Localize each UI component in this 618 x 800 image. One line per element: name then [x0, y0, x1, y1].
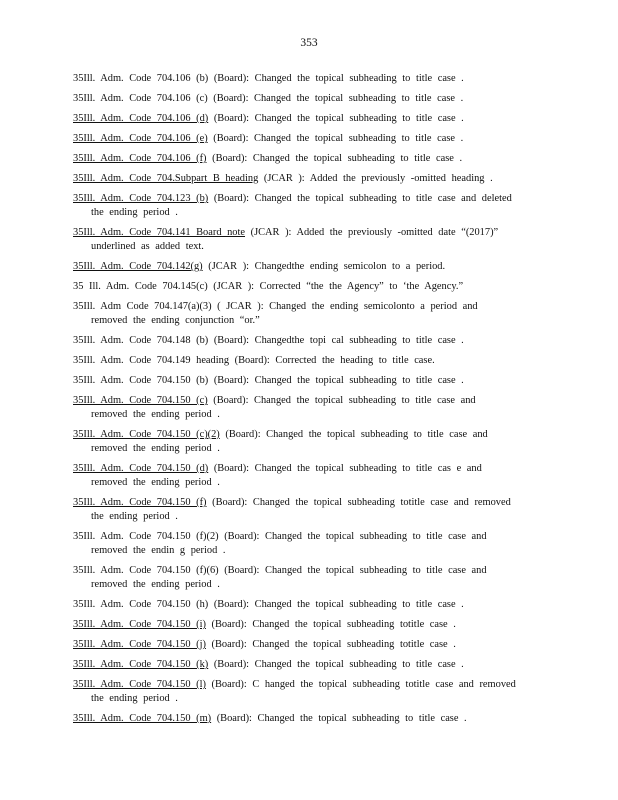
revision-description-continued: removed the ending period .	[91, 579, 220, 590]
revision-description: (Board): Changed the topical subheading totitle case and removed	[206, 497, 511, 508]
revision-description: (Board): Changed the topical subheading to title case .	[208, 73, 464, 84]
citation-reference: 35Ill. Adm. Code 704.150 (b)	[73, 375, 209, 386]
revision-note	[73, 658, 543, 672]
revision-description: (Board): Changed the topical subheading to title case and deleted	[208, 193, 512, 204]
citation-reference: 35Ill. Adm. Code 704.150 (c)(2)	[73, 429, 220, 440]
citation-reference: 35Ill. Adm. Code 704.149 heading	[73, 355, 230, 366]
citation-reference: 35Ill. Adm Code 704.147(a)(3)	[73, 301, 212, 312]
revision-note	[73, 394, 543, 422]
revision-description: (Board): Changed the topical subheading to title case and	[218, 531, 487, 542]
revision-note	[73, 192, 543, 220]
revision-description: (Board): Changed the topical subheading to title case and	[219, 429, 488, 440]
revision-description-continued: removed the ending conjunction “or.”	[91, 315, 260, 326]
citation-reference: 35Ill. Adm. Code 704.150 (f)	[73, 497, 207, 508]
revision-note	[73, 638, 543, 652]
revision-note	[73, 300, 543, 328]
revision-description: (Board): Changed the topical subheading to title case .	[208, 659, 464, 670]
revision-note	[73, 564, 543, 592]
citation-reference: 35Ill. Adm. Code 704.150 (f)(6)	[73, 565, 219, 576]
revision-note	[73, 132, 543, 146]
revision-description-continued: underlined as added text.	[91, 241, 204, 252]
citation-reference: 35Ill. Adm. Code 704.150 (f)(2)	[73, 531, 219, 542]
citation-reference: 35Ill. Adm. Code 704.106 (c)	[73, 93, 208, 104]
revision-note	[73, 374, 543, 388]
revision-description: (Board): Changedthe topi cal subheading to title case .	[208, 335, 464, 346]
citation-reference: 35Ill. Adm. Code 704.150 (m)	[73, 713, 212, 724]
revision-description: (Board): Changed the topical subheading to title cas e and	[208, 463, 482, 474]
revision-description: (Board): Changed the topical subheading totitle case .	[205, 619, 456, 630]
revision-description: (JCAR ): Added the previously -omitted heading .	[258, 173, 493, 184]
citation-reference: 35Ill. Adm. Code 704.106 (f)	[73, 153, 207, 164]
revision-description: (Board): Changed the topical subheading to title case .	[206, 153, 463, 164]
citation-reference: 35Ill. Adm. Code 704.106 (e)	[73, 133, 208, 144]
revision-description: (Board): Changed the topical subheading to title case .	[207, 133, 464, 144]
citation-reference: 35Ill. Adm. Code 704.150 (l)	[73, 679, 206, 690]
citation-reference: 35Ill. Adm. Code 704.150 (k)	[73, 659, 209, 670]
revision-note	[73, 462, 543, 490]
revision-description: (Board): Changed the topical subheading to title case .	[208, 113, 464, 124]
revision-description-continued: the ending period .	[91, 511, 178, 522]
revision-note	[73, 72, 543, 86]
revision-description: (Board): Changed the topical subheading to title case .	[208, 375, 464, 386]
revision-description: (JCAR ): Added the previously -omitted date “(2017)”	[245, 227, 499, 238]
citation-reference: 35Ill. Adm. Code 704.150 (i)	[73, 619, 206, 630]
revision-description: (Board): Changed the topical subheading to title case and	[207, 395, 476, 406]
citation-reference: 35Ill. Adm. Code 704.106 (d)	[73, 113, 209, 124]
revision-description: (Board): Changed the topical subheading to title case and	[218, 565, 487, 576]
citation-reference: 35Ill. Adm. Code 704.150 (h)	[73, 599, 209, 610]
revision-description-continued: removed the endin g period .	[91, 545, 226, 556]
citation-reference: 35Ill. Adm. Code 704.150 (c)	[73, 395, 208, 406]
revision-note	[73, 172, 543, 186]
revision-notes-list	[73, 72, 543, 732]
revision-note	[73, 428, 543, 456]
revision-note	[73, 354, 543, 368]
revision-description: (Board): Changed the topical subheading to title case .	[208, 599, 464, 610]
revision-description-continued: removed the ending period .	[91, 477, 220, 488]
citation-reference: 35Ill. Adm. Code 704.Subpart B heading	[73, 173, 259, 184]
revision-note	[73, 92, 543, 106]
revision-note	[73, 678, 543, 706]
revision-description: (Board): Changed the topical subheading totitle case .	[205, 639, 456, 650]
citation-reference: 35Ill. Adm. Code 704.142(g)	[73, 261, 203, 272]
revision-note	[73, 260, 543, 274]
citation-reference: 35 Ill. Adm. Code 704.145(c)	[73, 281, 208, 292]
revision-description-continued: removed the ending period .	[91, 443, 220, 454]
revision-description: ( JCAR ): Changed the ending semicolonto a period and	[211, 301, 478, 312]
revision-description: (JCAR ): Changedthe ending semicolon to a period.	[202, 261, 446, 272]
revision-description: (Board): Corrected the heading to title case.	[229, 355, 435, 366]
revision-description-continued: removed the ending period .	[91, 409, 220, 420]
revision-description: (Board): Changed the topical subheading to title case .	[211, 713, 467, 724]
revision-description: (Board): C hanged the topical subheading totitle case and removed	[205, 679, 516, 690]
revision-description: (Board): Changed the topical subheading to title case .	[207, 93, 464, 104]
page-number: 353	[300, 37, 318, 49]
citation-reference: 35Ill. Adm. Code 704.148 (b)	[73, 335, 209, 346]
revision-note	[73, 496, 543, 524]
citation-reference: 35Ill. Adm. Code 704.150 (d)	[73, 463, 209, 474]
revision-note	[73, 618, 543, 632]
citation-reference: 35Ill. Adm. Code 704.141 Board note	[73, 227, 246, 238]
revision-note	[73, 226, 543, 254]
revision-note	[73, 598, 543, 612]
citation-reference: 35Ill. Adm. Code 704.150 (j)	[73, 639, 206, 650]
revision-note	[73, 334, 543, 348]
revision-note	[73, 280, 543, 294]
revision-note	[73, 712, 543, 726]
citation-reference: 35Ill. Adm. Code 704.123 (b)	[73, 193, 209, 204]
revision-note	[73, 112, 543, 126]
revision-note	[73, 530, 543, 558]
revision-description: (JCAR ): Corrected “the the Agency” to ‘the Agency.”	[207, 281, 464, 292]
revision-description-continued: the ending period .	[91, 693, 178, 704]
citation-reference: 35Ill. Adm. Code 704.106 (b)	[73, 73, 209, 84]
revision-note	[73, 152, 543, 166]
revision-description-continued: the ending period .	[91, 207, 178, 218]
